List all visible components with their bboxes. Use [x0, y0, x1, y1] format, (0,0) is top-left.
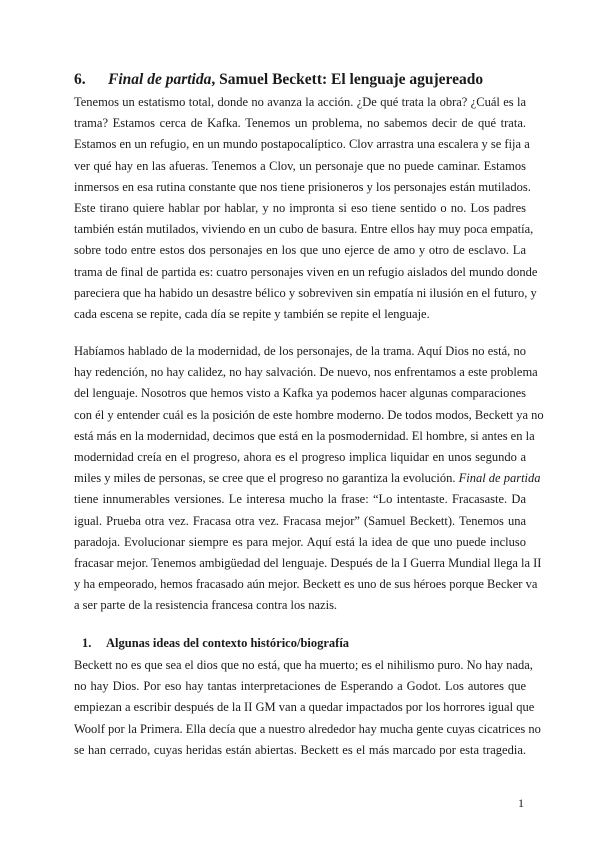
- text-line: [74, 468, 541, 489]
- subsection-number: 1.: [82, 636, 92, 650]
- text-line: Beckett no es que sea el dios que no está, que ha muerto; es el nihilismo puro. No hay nada,: [74, 658, 533, 672]
- text-line: paradoja. Evolucionar siempre es para mejor. Aquí está la idea de que uno puede incluso: [74, 534, 526, 549]
- work-title-inline: Final de partida: [458, 471, 541, 486]
- text-line: tiene innumerables versiones. Le interesa mucho la frase: “Lo intentaste. Fracasaste. Da: [74, 492, 526, 507]
- text-line: Woolf por la Primera. Ella decía que a nuestro alrededor hay mucha gente cuyas cicatrices no: [74, 721, 541, 736]
- text-line: Tenemos un estatismo total, donde no avanza la acción. ¿De qué trata la obra? ¿Cuál es la: [74, 95, 526, 109]
- text-line: trama? Estamos cerca de Kafka. Tenemos un problema, no sabemos decir de qué trata.: [74, 116, 526, 131]
- paragraph-1: [74, 92, 538, 325]
- text-line: no hay Dios. Por eso hay tantas interpretaciones de Esperando a Godot. Los autores que: [74, 679, 526, 694]
- text-line: sobre todo entre estos dos personajes en los que uno ejerce de amo y otro de esclavo. La: [74, 243, 526, 258]
- paragraph-3: [74, 655, 541, 761]
- section-number: 6.: [74, 71, 86, 88]
- work-title: Final de partida: [108, 71, 212, 88]
- text-line: y ha empeorado, hemos fracasado aún mejor. Beckett es uno de sus héroes porque Becker va: [74, 577, 538, 592]
- text-line: inmersos en esa rutina constante que nos tiene prisioneros y los personajes están mutilados.: [74, 179, 531, 194]
- text-line: se han cerrado, cuyas heridas están abiertas. Beckett es el más marcado por esta tragedia.: [74, 742, 526, 757]
- paragraph-2: [74, 341, 544, 617]
- subsection-title: Algunas ideas del contexto histórico/biografía: [106, 636, 350, 650]
- text-line: cada escena se repite, cada día se repite y también se repite el lenguaje.: [74, 307, 430, 322]
- text-line: a ser parte de la resistencia francesa contra los nazis.: [74, 598, 338, 613]
- text-line: con él y entender cuál es la posición de este hombre moderno. De todos modos, Beckett ya no: [74, 407, 544, 422]
- text-line: empiezan a escribir después de la II GM van a quedar impactados por los horrores igual que: [74, 700, 535, 715]
- text-line: Este tirano quiere hablar por hablar, y no impronta si eso tiene sentido o no. Los padres: [74, 201, 526, 216]
- text-line: Habíamos hablado de la modernidad, de los personajes, de la trama. Aquí Dios no está, no: [74, 344, 526, 358]
- subsection-heading: [74, 636, 526, 651]
- text-line: ver qué hay en las afueras. Tenemos a Clov, un personaje que no puede caminar. Estamos: [74, 158, 526, 173]
- section-heading: [74, 71, 534, 89]
- heading-rest: , Samuel Beckett: El lenguaje agujereado: [211, 71, 484, 88]
- text-line: está más en la modernidad, decimos que está en la posmodernidad. El hombre, si antes en la: [74, 428, 535, 443]
- text-line: igual. Prueba otra vez. Fracasa otra vez. Fracasa mejor” (Samuel Beckett). Tenemos una: [74, 513, 526, 528]
- text-line: hay redención, no hay calidez, no hay salvación. De nuevo, nos enfrentamos a este problema: [74, 365, 538, 380]
- text-line: modernidad creía en el progreso, ahora es el progreso implica liquidar en unos segundo a: [74, 450, 526, 465]
- text-line: trama de final de partida es: cuatro personajes viven en un refugio aislados del mundo donde: [74, 264, 538, 279]
- page-number: 1: [518, 796, 524, 810]
- text-line: pareciera que ha habido un desastre bélico y sobreviven sin empatía ni ilusión en el futuro, y: [74, 285, 537, 300]
- line-text: miles y miles de personas, se cree que el progreso no garantiza la evolución.: [74, 471, 459, 486]
- text-line: Estamos en un refugio, en un mundo postapocalíptico. Clov arrastra una escalera y se fija a: [74, 137, 530, 152]
- text-line: también están mutilados, viviendo en un cubo de basura. Entre ellos hay muy poca empatía,: [74, 222, 534, 237]
- text-line: fracasar mejor. Tenemos ambigüedad del lenguaje. Después de la I Guerra Mundial llega la II: [74, 556, 542, 571]
- text-line: del lenguaje. Nosotros que hemos visto a Kafka ya podemos hacer algunas comparaciones: [74, 386, 526, 401]
